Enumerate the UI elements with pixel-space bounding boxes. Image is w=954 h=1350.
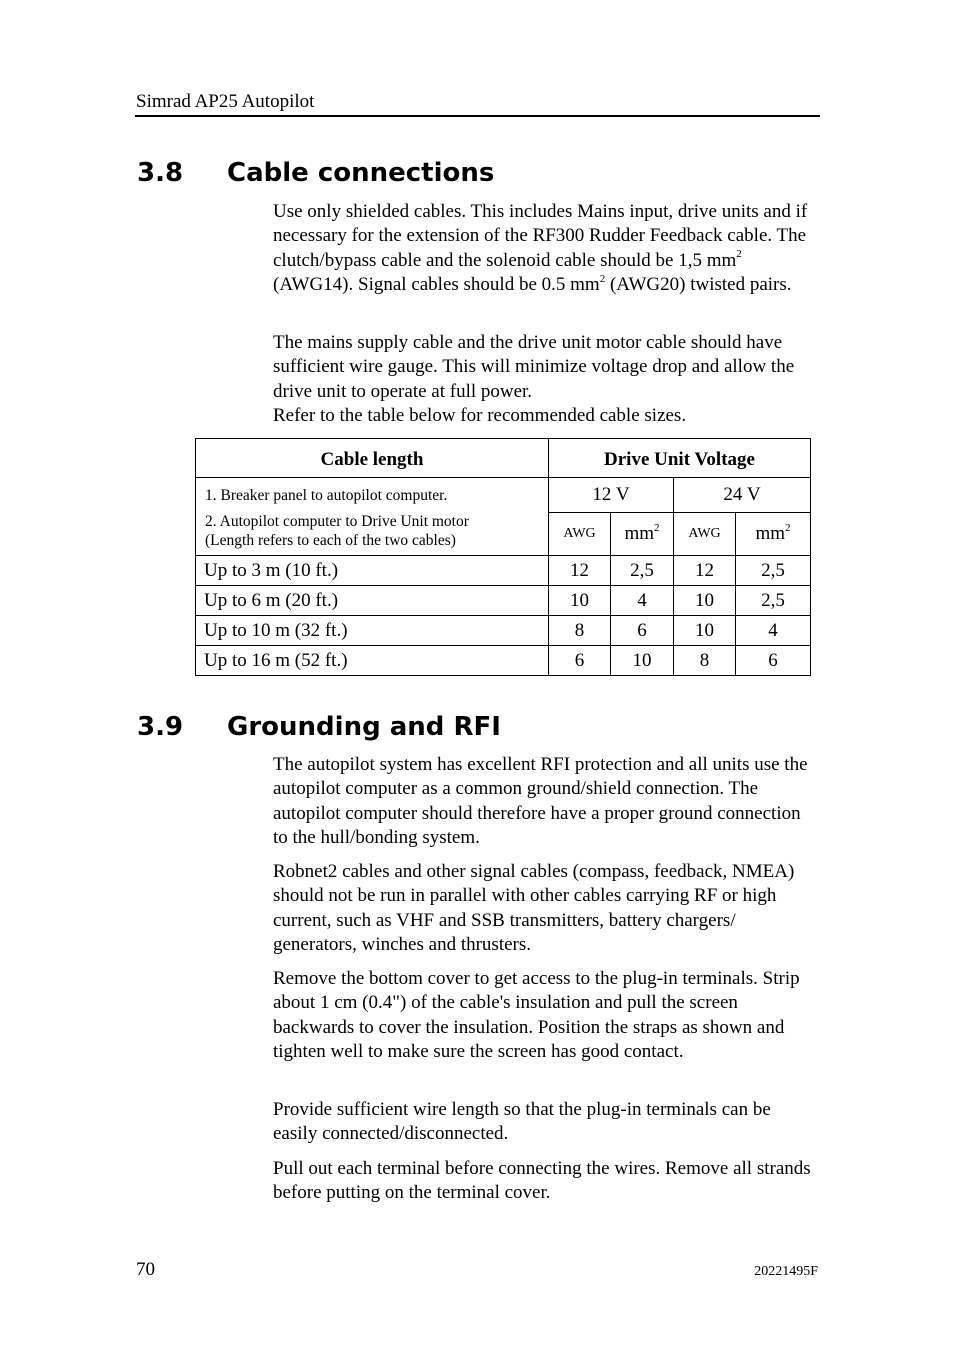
mm2-12v: 4 <box>611 586 674 616</box>
section-number: 3.8 <box>137 158 184 188</box>
awg-12v: 10 <box>549 586 611 616</box>
mm2-12v: 6 <box>611 616 674 646</box>
mm2-24v: 2,5 <box>736 586 811 616</box>
header-drive-unit-voltage: Drive Unit Voltage <box>549 439 811 478</box>
text-run: Use only shielded cables. This includes Mains input, drive units and if necessary for the extension of the RF300 Rudder Feedback cable. The clutch/bypass cable and the solenoid cable should be 1,5 mm <box>273 201 808 271</box>
section-number: 3.9 <box>137 712 184 742</box>
superscript: 2 <box>785 521 791 534</box>
paragraph-text: The mains supply cable and the drive unit motor cable should have sufficient wire gauge. This will minimize voltage drop and allow the drive unit to operate at full power. <box>273 332 795 402</box>
paragraph-text: Refer to the table below for recommended cable sizes. <box>273 405 687 427</box>
note-line: (Length refers to each of the two cables) <box>205 532 456 549</box>
section-heading-3-9 <box>137 712 501 742</box>
cable-length-note <box>196 478 549 556</box>
document-code: 20221495F <box>754 1264 818 1279</box>
text-run: (AWG14). Signal cables should be 0.5 mm <box>273 274 600 296</box>
awg-12v: 8 <box>549 616 611 646</box>
unit-awg: AWG <box>549 513 611 556</box>
header-cable-length: Cable length <box>196 439 549 478</box>
awg-24v: 10 <box>674 616 736 646</box>
mm2-24v: 2,5 <box>736 556 811 586</box>
page-number: 70 <box>136 1259 155 1280</box>
rfi-paragraph-5: Pull out each terminal before connecting the wires. Remove all strands before putting on the terminal cover. <box>273 1158 811 1204</box>
unit-awg: AWG <box>674 513 736 556</box>
cable-paragraph-2 <box>273 331 818 429</box>
rfi-paragraph-2: Robnet2 cables and other signal cables (compass, feedback, NMEA) should not be run in parallel with other cables carrying RF or high current, such as VHF and SSB transmitters, battery chargers/ generators, winches and thrusters. <box>273 861 795 956</box>
mm2-12v: 10 <box>611 646 674 676</box>
section-title: Grounding and RFI <box>227 712 501 742</box>
awg-24v: 12 <box>674 556 736 586</box>
mm2-24v: 6 <box>736 646 811 676</box>
table-row <box>196 586 811 616</box>
awg-12v: 6 <box>549 646 611 676</box>
row-label: Up to 3 m (10 ft.) <box>196 556 549 586</box>
text-run: (AWG20) twisted pairs. <box>605 274 792 296</box>
unit-text: mm <box>755 523 786 544</box>
note-line: 2. Autopilot computer to Drive Unit motor <box>205 513 469 530</box>
row-label: Up to 10 m (32 ft.) <box>196 616 549 646</box>
voltage-24v: 24 V <box>674 478 811 513</box>
table-row <box>196 556 811 586</box>
running-header: Simrad AP25 Autopilot <box>136 91 315 112</box>
note-line: 1. Breaker panel to autopilot computer. <box>205 487 448 504</box>
mm2-12v: 2,5 <box>611 556 674 586</box>
section-heading-3-8 <box>137 158 494 188</box>
superscript: 2 <box>736 248 742 261</box>
superscript: 2 <box>599 272 606 285</box>
cable-paragraph-1 <box>273 200 818 298</box>
awg-12v: 12 <box>549 556 611 586</box>
row-label: Up to 6 m (20 ft.) <box>196 586 549 616</box>
rfi-paragraph-4: Provide sufficient wire length so that the plug-in terminals can be easily connected/disconnected. <box>273 1099 771 1145</box>
unit-text: mm <box>624 523 655 544</box>
mm2-24v: 4 <box>736 616 811 646</box>
voltage-12v: 12 V <box>549 478 674 513</box>
row-label: Up to 16 m (52 ft.) <box>196 646 549 676</box>
cable-size-table <box>195 438 811 676</box>
superscript: 2 <box>654 521 660 534</box>
unit-mm2 <box>736 513 811 556</box>
awg-24v: 8 <box>674 646 736 676</box>
table-row <box>196 646 811 676</box>
rfi-paragraph-3: Remove the bottom cover to get access to the plug-in terminals. Strip about 1 cm (0.4") of the cable's insulation and pull the screen backwards to cover the insulation. Position the straps as shown and tighten well to make sure the screen has good contact. <box>273 968 800 1063</box>
table-row <box>196 616 811 646</box>
rfi-paragraph-1: The autopilot system has excellent RFI protection and all units use the autopilot computer as a common ground/shield connection. The autopilot computer should therefore have a proper ground connection to the hull/bonding system. <box>273 754 808 849</box>
header-rule <box>135 115 820 117</box>
section-title: Cable connections <box>227 158 495 188</box>
unit-mm2 <box>611 513 674 556</box>
awg-24v: 10 <box>674 586 736 616</box>
